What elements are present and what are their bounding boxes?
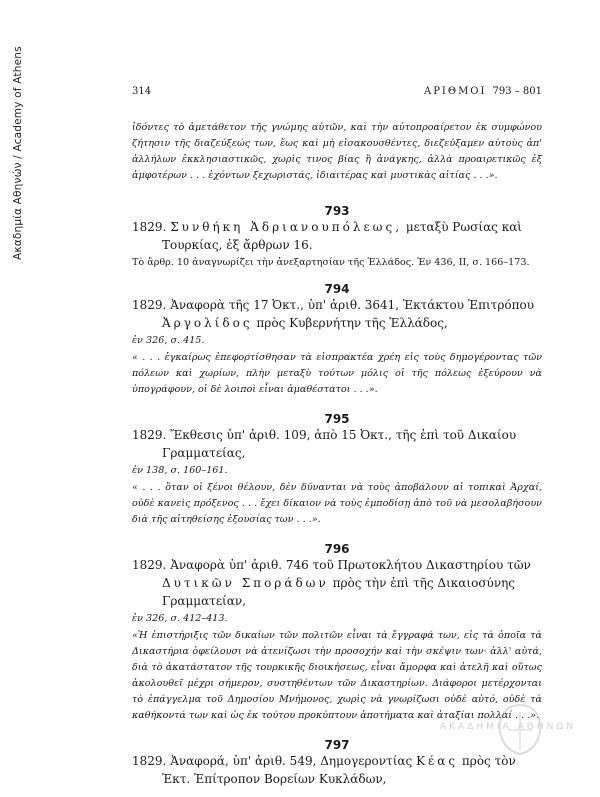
document-page — [132, 86, 542, 788]
entry-796 — [132, 542, 542, 724]
entry-title: 1829. Ἀναφορὰ τῆς 17 Ὀκτ., ὑπ' ἀριθ. 3641, Ἐκτάκτου Ἐπιτρόπου Ἀργολίδος πρὸς Κυβερνήτην τῆς Ἑλλάδος, — [132, 298, 535, 330]
entry-reference: ἐν 326, σ. 415. — [132, 335, 205, 346]
archive-sidebar — [0, 0, 40, 797]
entry-number: 797 — [324, 738, 350, 752]
entry-reference: ἐν 138, σ. 160–161. — [132, 465, 228, 476]
entry-reference: Τὸ ἄρθρ. 10 ἀναγνωρίζει τὴν ἀνεξαρτησίαν τῆς Ἑλλάδος. Ἐν 436, II, σ. 166–173. — [132, 257, 530, 268]
entry-number: 794 — [324, 282, 350, 296]
entry-quote: « . . . ἐγκαίρως ἐπεφορτίσθησαν τὰ εἰσπρακτέα χρέη εἰς τοὺς δημογέροντας τῶν πόλεων καὶ χωρίων, πλὴν μεταξὺ τούτων μόλις οἱ τῆς πόλεως ἐξεύρουν νὰ ὑπογράφουν, οἱ δὲ λοιποὶ εἶναι ἀμαθέστατοι . . .». — [132, 352, 542, 395]
entry-794 — [132, 282, 542, 398]
entry-title: 1829. Ἔκθεσις ὑπ' ἀριθ. 109, ἀπὸ 15 Ὀκτ., τῆς ἐπὶ τοῦ Δικαίου Γραμματείας, — [132, 428, 517, 460]
entry-title: 1829. Ἀναφορά, ὑπ' ἀριθ. 549, Δημογεροντίας Κέας πρὸς τὸν Ἐκτ. Ἐπίτροπον Βορείων Κυκλάδων, — [132, 754, 516, 786]
academy-watermark — [440, 700, 580, 760]
watermark-text: ΑΚΑΔΗΜΙΑ ΑΘΗΝΩΝ — [440, 722, 576, 732]
running-range: 793 – 801 — [492, 86, 542, 97]
archive-sidebar-label: Ακαδημία Αθηνών / Academy of Athens — [12, 46, 24, 260]
entry-793 — [132, 204, 542, 270]
running-title: ΑΡΙΘΜΟΙ 793 – 801 — [423, 86, 542, 97]
entry-reference: ἐν 326, σ. 412–413. — [132, 613, 228, 624]
entry-title: 1829. Συνθήκη Ἀδριανουπόλεως, μεταξὺ Ρωσίας καὶ Τουρκίας, ἐξ ἄρθρων 16. — [132, 220, 523, 252]
entry-number: 795 — [324, 412, 350, 426]
page-header — [132, 86, 542, 102]
entry-795 — [132, 412, 542, 528]
entry-quote: «Ἡ ἐπιστήριξις τῶν δικαίων τῶν πολιτῶν εἶναι τὰ ἔγγραφά των, εἰς τὰ ὁποῖα τὰ Δικαστήρια ὀφείλουσι νὰ ἀτενίζωσι τὴν προσοχήν καὶ τὴν σκέψιν των· ἀλλ' αὐτά, διὰ τὸ ἀκατάστατον τῆς τουρκικῆς διοικήσεως, εἶναι ἄμορφα καὶ ἀτελῆ καὶ οὕτως ἀκολουθεῖ μέχρι σήμερον, συστηθέντων τῶν Δικαστηρίων. Διάφοροι μετέρχονται τὸ ἐπάγγελμα τοῦ Δημοσίου Μνήμονος, χωρὶς νὰ γνωρίζωσι οὐδὲ αὐτό, οὐδὲ τὰ καθήκοντά των καὶ ὡς ἐκ τούτου προκύπτουν ἀποτήματα καὶ ἀταξίαι πολλαί . . .». — [132, 630, 542, 721]
entry-quote: « . . . ὅταν οἱ ξένοι θέλουν, δὲν δύνανται νὰ τοὺς ἀποβάλουν αἱ τοπικαὶ Ἀρχαί, οὐδὲ κανεὶς πρόξενος . . . ἔχει δίκαιον νὰ τοὺς ἐμποδίσῃ ἀπὸ τοῦ νὰ μεσολαβήσουν διὰ τῆς αἰτηθείσης ἐξουσίας των . . .». — [132, 482, 542, 525]
intro-paragraph: ἰδόντες τὸ ἀμετάθετον τῆς γνώμης αὐτῶν, καὶ τὴν αὐτοπροαίρετον ἐκ συμφώνου ζήτησιν τῆς διαζεύξεώς των, ἕως καὶ μὴ εἰσακουσθέντες, διεζεύξαμεν αὐτοὺς ἀπ' ἀλλήλων ἐκκλησιαστικῶς, χωρὶς τινος βίας ἢ ἀνάγκης, ἀλλὰ προαιρετικῶς ἐξ ἀμφοτέρων . . . ἐχόντων ξεχωριστάς, ἰδιαιτέρας καὶ μυστικὰς αἰτίας . . .». — [132, 122, 542, 181]
entry-number: 796 — [324, 542, 350, 556]
entry-number: 793 — [324, 204, 350, 218]
page-number: 314 — [132, 86, 152, 97]
entry-title: 1829. Ἀναφορὰ ὑπ' ἀριθ. 746 τοῦ Πρωτοκλήτου Δικαστηρίου τῶν Δυτικῶν Σποράδων πρὸς τὴν ἐπὶ τῆς Δικαιοσύνης Γραμματείαν, — [132, 558, 531, 608]
